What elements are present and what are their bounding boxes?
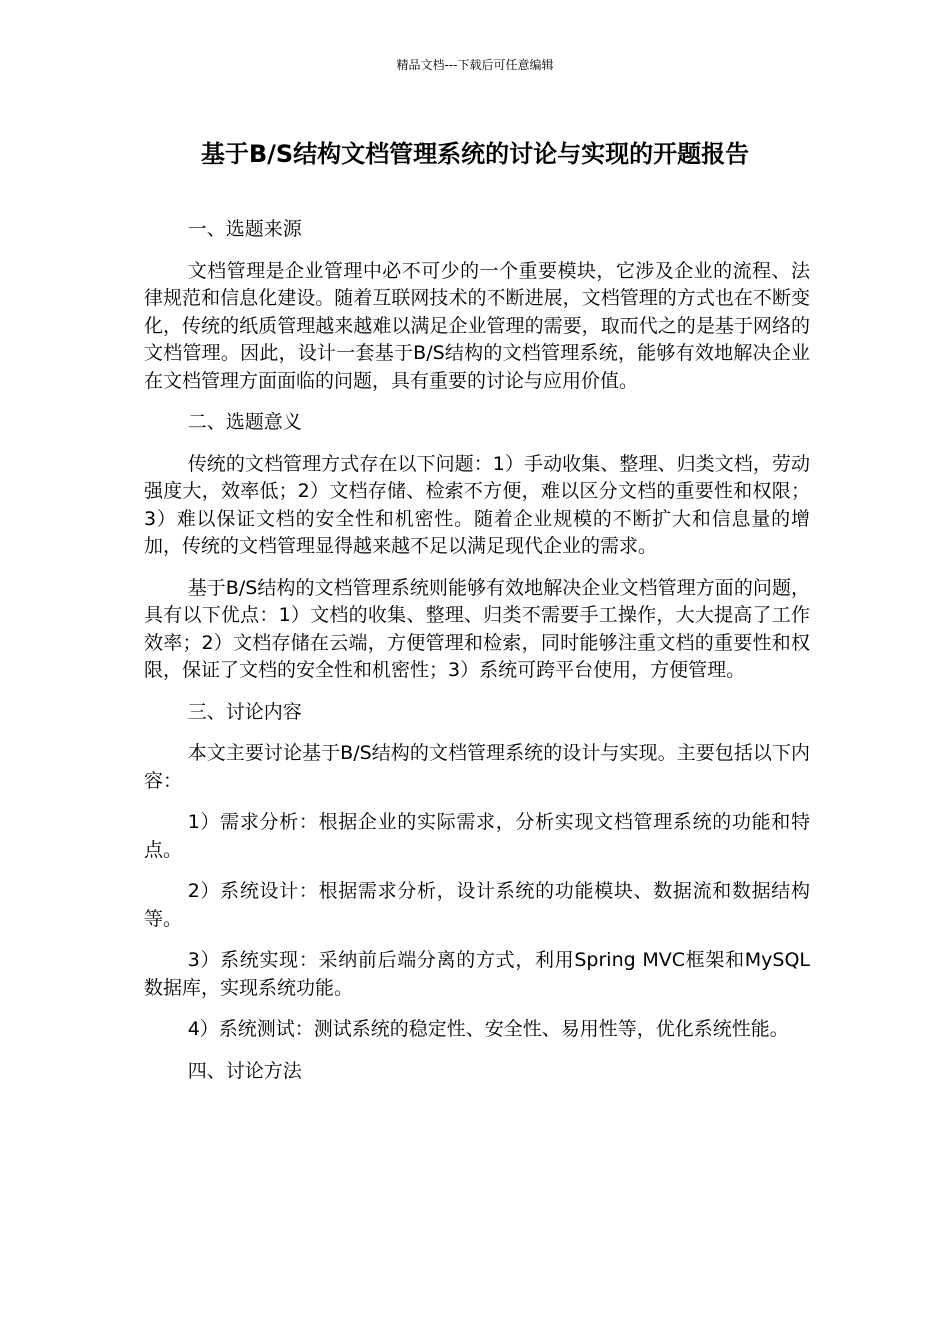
paragraph-source: 文档管理是企业管理中必不可少的一个重要模块，它涉及企业的流程、法律规范和信息化建设。随着互联网技术的不断进展，文档管理的方式也在不断变化，传统的纸质管理越来越难以满足企业管理的需要，取而代之的是基于网络的文档管理。因此，设计一套基于B/S结构的文档管理系统，能够有效地解决企业在文档管理方面面临的问题，具有重要的讨论与应用价值。 — [144, 259, 810, 392]
section-heading-content: 三、讨论内容 — [187, 700, 302, 723]
list-item-design: 2）系统设计：根据需求分析，设计系统的功能模块、数据流和数据结构等。 — [144, 880, 810, 930]
list-item-testing: 4）系统测试：测试系统的稳定性、安全性、易用性等，优化系统性能。 — [187, 1018, 789, 1040]
paragraph-bs-advantages: 基于B/S结构的文档管理系统则能够有效地解决企业文档管理方面的问题，具有以下优点：1）文档的收集、整理、归类不需要手工操作，大大提高了工作效率；2）文档存储在云端，方便管理和检索，同时能够注重文档的重要性和权限，保证了文档的安全性和机密性；3）系统可跨平台使用，方便管理。 — [144, 576, 810, 681]
section-heading-significance: 二、选题意义 — [187, 411, 302, 433]
list-item-requirements: 1）需求分析：根据企业的实际需求，分析实现文档管理系统的功能和特点。 — [144, 811, 810, 861]
paragraph-content-intro: 本文主要讨论基于B/S结构的文档管理系统的设计与实现。主要包括以下内容： — [144, 742, 810, 792]
page-header: 精品文档---下载后可任意编辑 — [396, 58, 554, 72]
section-heading-source: 一、选题来源 — [187, 218, 302, 240]
paragraph-traditional-problems: 传统的文档管理方式存在以下问题：1）手动收集、整理、归类文档，劳动强度大，效率低；2）文档存储、检索不方便，难以区分文档的重要性和权限；3）难以保证文档的安全性和机密性。随着企业规模的不断扩大和信息量的增加，传统的文档管理显得越来越不足以满足现代企业的需求。 — [144, 452, 810, 557]
document-body — [144, 216, 810, 1099]
section-heading-methods: 四、讨论方法 — [187, 1059, 302, 1082]
list-item-implementation: 3）系统实现：采纳前后端分离的方式，利用Spring MVC框架和MySQL数据库，实现系统功能。 — [144, 949, 810, 999]
document-title: 基于B/S结构文档管理系统的讨论与实现的开题报告 — [200, 140, 750, 168]
